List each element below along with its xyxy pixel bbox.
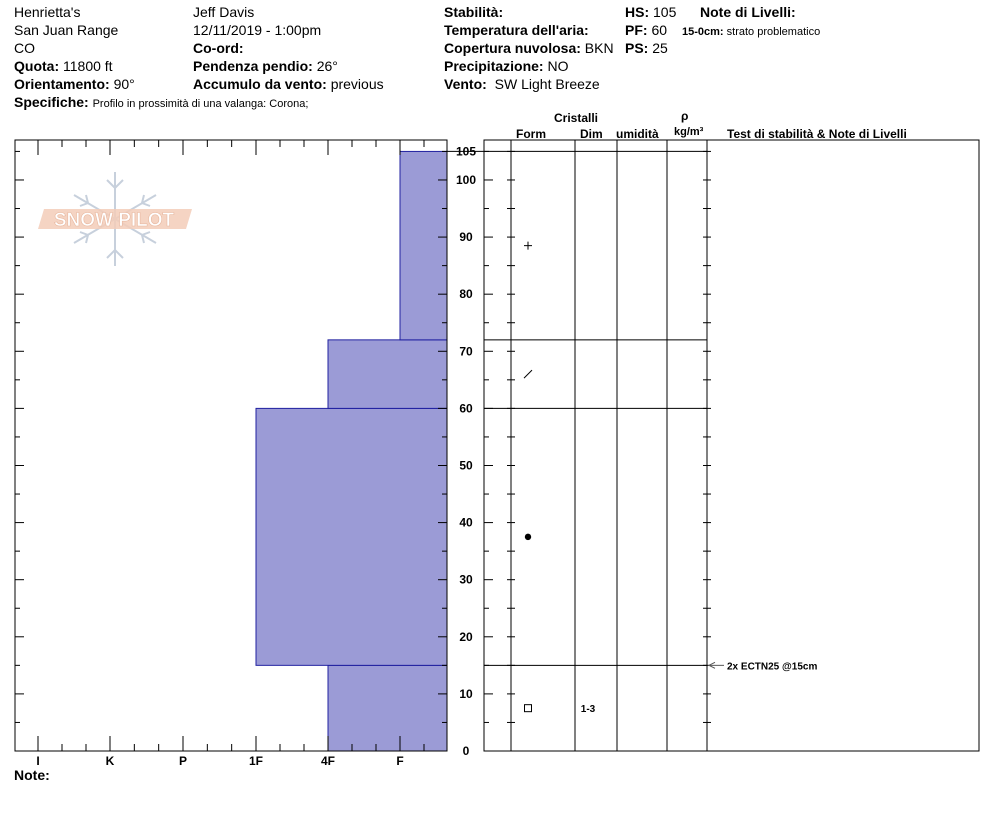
ps-label: PS: (625, 40, 649, 56)
mountain-range: San Juan Range (14, 22, 119, 38)
coord-label: Co-ord: (193, 40, 244, 56)
crystals-header: Cristalli (554, 111, 599, 125)
state: CO (14, 40, 35, 56)
moisture-header: umidità (616, 127, 659, 141)
precip-label: Precipitazione: (444, 58, 544, 74)
observer: Jeff Davis (193, 4, 255, 20)
cloud-value: BKN (584, 40, 614, 56)
layer-note-depth: 15-0cm: (682, 26, 724, 38)
wind-label: Vento: (444, 76, 487, 92)
hardness-label: F (396, 754, 404, 768)
cloud-label: Copertura nuvolosa: (444, 40, 581, 56)
depth-tick-label: 40 (459, 515, 473, 530)
form-header: Form (516, 127, 546, 141)
datetime: 12/11/2019 - 1:00pm (193, 22, 322, 38)
hardness-label: 1F (248, 754, 264, 768)
crystal-form-new-snow (524, 242, 532, 250)
depth-tick-label: 20 (459, 629, 473, 644)
stability-label: Stabilità: (444, 4, 504, 20)
depth-tick-label: 80 (459, 287, 473, 302)
hardness-label: I (36, 754, 40, 768)
depth-tick-label: 0 (462, 744, 470, 758)
wind-loading-label: Accumulo da vento: (193, 76, 327, 92)
pf-value: 60 (651, 22, 668, 38)
depth-tick-label: 105 (455, 144, 477, 159)
hs-value: 105 (653, 4, 677, 20)
crystal-form-rounds (525, 534, 531, 540)
hs-label: HS: (625, 4, 650, 20)
depth-tick-label: 10 (459, 686, 473, 701)
specifics-label: Specifiche: (14, 94, 89, 110)
depth-tick-label: 70 (459, 344, 473, 359)
hardness-label: P (178, 754, 188, 768)
density-unit-header: kg/m³ (674, 126, 704, 138)
specifics-value: Profilo in prossimità di una valanga: Corona; (92, 98, 309, 110)
precip-value: NO (547, 58, 569, 74)
crystal-size-value: 1-3 (580, 704, 596, 716)
air-temp-label: Temperatura dell'aria: (444, 22, 589, 38)
location-name: Henrietta's (14, 4, 81, 20)
depth-tick-label: 100 (455, 172, 477, 187)
rho-header: ρ (681, 109, 689, 123)
pf-label: PF: (625, 22, 648, 38)
logo-text: SNOW PILOT (53, 210, 175, 231)
notes-label: Note: (14, 767, 50, 783)
layer-note-text: strato problematico (726, 26, 821, 38)
layer-table-frame (484, 140, 979, 751)
depth-tick-label: 90 (459, 230, 473, 245)
elevation-label: Quota: (14, 58, 60, 74)
crystal-form-facets (525, 705, 532, 712)
wind-loading-value: previous (330, 76, 384, 92)
snowpilot-logo (38, 172, 192, 266)
layer-notes-label: Note di Livelli: (700, 4, 796, 20)
hardness-bar (328, 665, 447, 751)
stability-test-label: 2x ECTN25 @15cm (727, 661, 818, 673)
wind-value: SW Light Breeze (494, 76, 600, 92)
slope-value: 26° (316, 58, 338, 74)
hardness-label: K (105, 754, 115, 768)
elevation-value: 11800 ft (63, 58, 113, 74)
aspect-label: Orientamento: (14, 76, 110, 92)
depth-tick-label: 50 (459, 458, 473, 473)
depth-tick-label: 30 (459, 572, 473, 587)
slope-label: Pendenza pendio: (193, 58, 313, 74)
crystal-form-decomposing (524, 370, 532, 378)
hardness-bar (256, 408, 447, 665)
aspect-value: 90° (113, 76, 135, 92)
depth-tick-label: 60 (459, 401, 473, 416)
hardness-label: 4F (320, 754, 336, 768)
ps-value: 25 (652, 40, 668, 56)
tests-header: Test di stabilità & Note di Livelli (727, 127, 907, 141)
size-header: Dim (580, 127, 603, 141)
hardness-bar (328, 340, 447, 409)
